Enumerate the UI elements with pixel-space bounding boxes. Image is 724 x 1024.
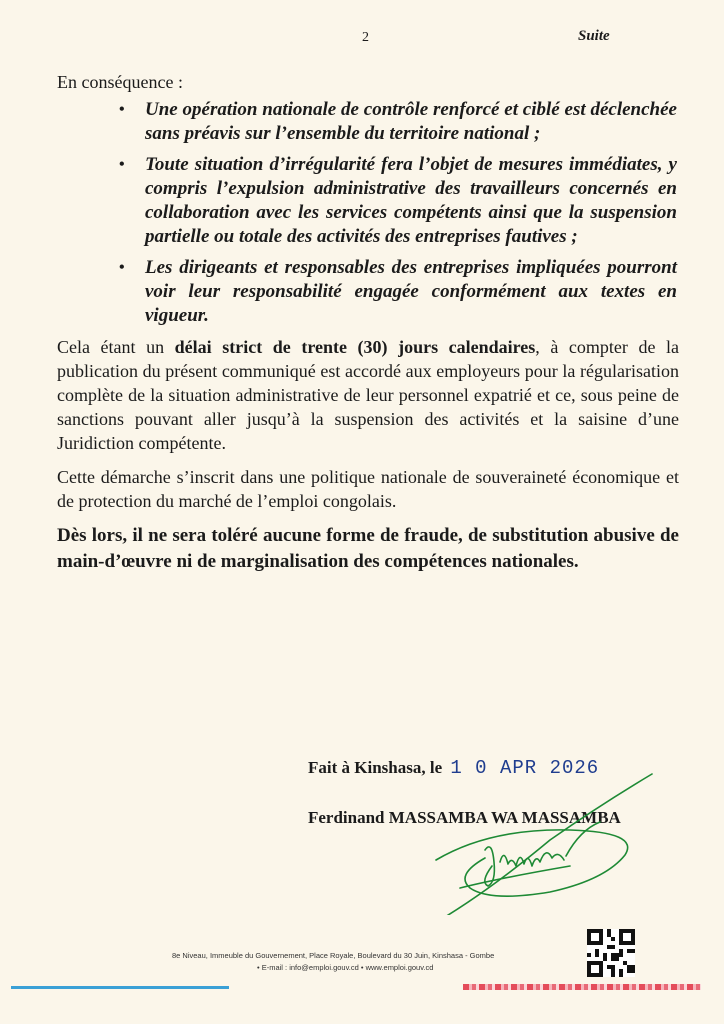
list-item	[119, 153, 679, 249]
footer-address: 8e Niveau, Immeuble du Gouvernement, Place Royale, Boulevard du 30 Juin, Kinshasa - Gombe	[172, 951, 495, 960]
measure-text: Les dirigeants et responsables des entreprises impliquées pourront voir leur responsabilité engagée conformément aux textes en vigueur.	[145, 257, 677, 326]
deadline-suffix: , à compter de la publication du présent communiqué est accordé aux employeurs pour la régularisation complète de la situation administrative de leur personnel expatrié et ce, sous peine de sanctions pouvant aller jusqu’à la suspension des activités et la saisine d’une Juridiction compétente.	[57, 337, 679, 453]
list-item	[119, 256, 679, 328]
document-body	[57, 70, 679, 585]
policy-paragraph: Cette démarche s’inscrit dans une politique nationale de souveraineté économique et de protection du marché de l’emploi congolais.	[57, 467, 679, 511]
date-stamp: 1 0 APR 2026	[450, 757, 600, 779]
intro-heading: En conséquence :	[57, 72, 183, 92]
qr-code-icon	[587, 929, 635, 977]
deadline-prefix: Cela étant un	[57, 337, 175, 357]
signatory-name: Ferdinand MASSAMBA WA MASSAMBA	[308, 808, 621, 827]
warning-paragraph: Dès lors, il ne sera toléré aucune forme de fraude, de substitution abusive de main-d’œuvre ni de marginalisation des compétences nationales.	[57, 525, 679, 572]
page-number: 2	[362, 30, 369, 45]
place-date-label: Fait à Kinshasa, le	[308, 758, 443, 777]
bullet-icon: •	[119, 101, 125, 118]
measure-text: Une opération nationale de contrôle renforcé et ciblé est déclenchée sans préavis sur l’ensemble du territoire national ;	[145, 99, 677, 144]
footer-red-rule	[463, 984, 701, 990]
deadline-paragraph	[57, 335, 679, 455]
deadline-bold: délai strict de trente (30) jours calendaires	[174, 337, 536, 357]
list-item	[119, 98, 679, 146]
handwritten-signature	[430, 770, 660, 915]
bullet-icon: •	[119, 156, 125, 173]
measure-text: Toute situation d’irrégularité fera l’objet de mesures immédiates, y compris l’expulsion administrative des travailleurs concernés en collaboration avec les services compétents ainsi que la suspension partielle ou totale des activités des entreprises fautives ;	[145, 154, 677, 247]
continuation-label: Suite	[578, 28, 610, 44]
footer	[172, 950, 528, 974]
footer-contacts: • E-mail : info@emploi.gouv.cd • www.emploi.gouv.cd	[257, 963, 434, 972]
measures-list	[57, 98, 679, 328]
bullet-icon: •	[119, 259, 125, 276]
footer-blue-rule	[11, 986, 229, 989]
